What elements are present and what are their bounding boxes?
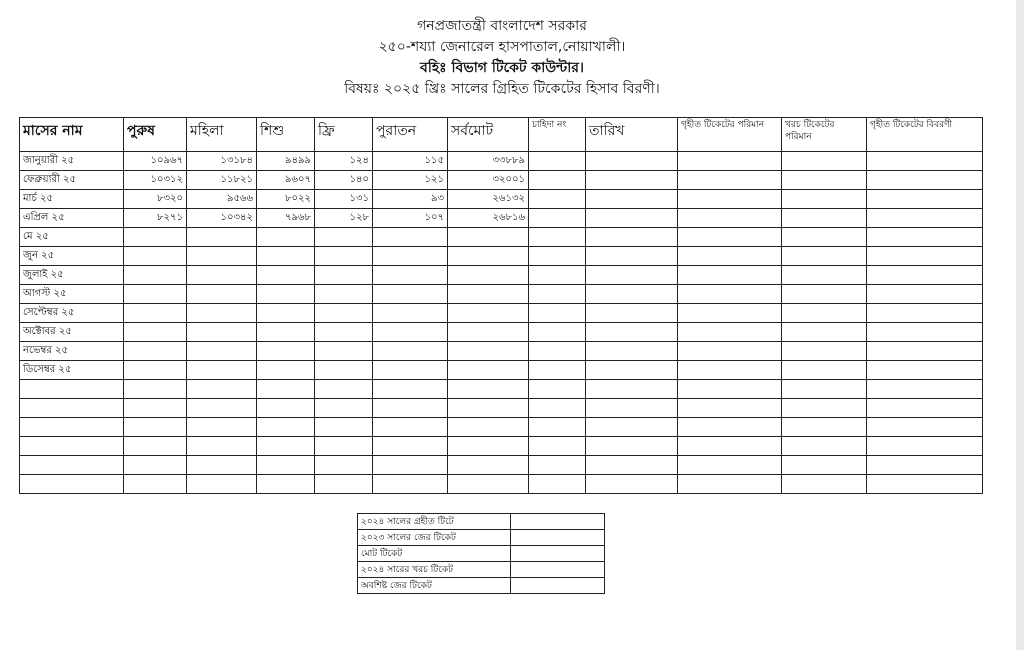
table-cell <box>782 190 867 209</box>
table-cell <box>124 399 187 418</box>
table-cell <box>586 304 678 323</box>
table-cell: ১০৭ <box>373 209 448 228</box>
table-cell <box>867 342 983 361</box>
ticket-report-table <box>19 117 983 494</box>
table-cell <box>586 228 678 247</box>
table-cell <box>373 323 448 342</box>
table-cell <box>782 209 867 228</box>
table-cell <box>187 285 257 304</box>
table-cell: ৮২৭১ <box>124 209 187 228</box>
table-cell <box>529 399 586 418</box>
table-row <box>20 190 983 209</box>
table-cell <box>586 361 678 380</box>
table-cell <box>529 152 586 171</box>
column-header: গৃহীত টিকেটের পরিমান <box>678 118 782 152</box>
document-header <box>0 16 1004 100</box>
table-cell <box>315 437 373 456</box>
table-row <box>20 152 983 171</box>
table-cell <box>257 399 315 418</box>
summary-label: ২০২৪ সারের খরচ টিকেট <box>358 562 511 578</box>
table-cell <box>257 437 315 456</box>
table-cell <box>373 266 448 285</box>
summary-row <box>358 578 605 594</box>
table-cell <box>529 304 586 323</box>
table-cell <box>124 247 187 266</box>
table-cell <box>867 399 983 418</box>
hospital-title: ২৫০-শয্যা জেনারেল হাসপাতাল,নোয়াখালী। <box>378 39 626 55</box>
table-cell <box>124 456 187 475</box>
month-cell <box>20 399 124 418</box>
table-cell <box>257 228 315 247</box>
summary-table <box>357 513 605 594</box>
table-row <box>20 342 983 361</box>
table-row <box>20 323 983 342</box>
table-cell <box>257 456 315 475</box>
table-cell <box>257 266 315 285</box>
table-cell <box>187 456 257 475</box>
column-header: চাহিদা নং <box>529 118 586 152</box>
table-cell <box>678 456 782 475</box>
table-cell <box>867 209 983 228</box>
column-header: তারিখ <box>586 118 678 152</box>
table-cell <box>448 266 529 285</box>
table-cell <box>867 304 983 323</box>
table-cell <box>529 209 586 228</box>
table-cell <box>257 380 315 399</box>
table-cell <box>529 171 586 190</box>
table-cell <box>529 247 586 266</box>
table-cell: ১২৮ <box>315 209 373 228</box>
table-cell <box>257 475 315 494</box>
month-cell: জানুয়ারী ২৫ <box>20 152 124 171</box>
table-cell <box>867 190 983 209</box>
table-cell <box>586 323 678 342</box>
table-cell: ২৬৮১৬ <box>448 209 529 228</box>
month-cell: এপ্রিল ২৫ <box>20 209 124 228</box>
table-cell <box>448 361 529 380</box>
table-cell <box>586 190 678 209</box>
summary-row <box>358 514 605 530</box>
table-cell <box>315 304 373 323</box>
month-cell: সেপ্টেম্বর ২৫ <box>20 304 124 323</box>
table-cell <box>529 475 586 494</box>
table-cell <box>782 418 867 437</box>
table-cell <box>782 323 867 342</box>
table-cell <box>315 361 373 380</box>
table-cell <box>124 304 187 323</box>
table-cell <box>187 304 257 323</box>
table-cell <box>448 456 529 475</box>
table-cell <box>448 380 529 399</box>
table-cell <box>678 380 782 399</box>
table-cell: ১৩১ <box>315 190 373 209</box>
table-row <box>20 456 983 475</box>
column-header: শিশু <box>257 118 315 152</box>
table-cell <box>678 285 782 304</box>
table-cell <box>315 475 373 494</box>
month-cell: জুন ২৫ <box>20 247 124 266</box>
table-cell <box>678 399 782 418</box>
table-cell <box>529 418 586 437</box>
table-header-row <box>20 118 983 152</box>
table-row <box>20 437 983 456</box>
table-cell: ১৪০ <box>315 171 373 190</box>
table-cell <box>586 418 678 437</box>
table-cell: ৭৯৬৮ <box>257 209 315 228</box>
table-cell <box>678 361 782 380</box>
table-cell <box>257 342 315 361</box>
table-cell <box>586 399 678 418</box>
column-header: পুরুষ <box>124 118 187 152</box>
table-cell <box>867 285 983 304</box>
table-cell <box>782 399 867 418</box>
table-cell <box>782 380 867 399</box>
table-cell: ১৩১৮৪ <box>187 152 257 171</box>
summary-row <box>358 546 605 562</box>
table-cell <box>678 475 782 494</box>
table-cell <box>257 285 315 304</box>
table-cell <box>782 152 867 171</box>
table-cell <box>124 342 187 361</box>
table-cell <box>782 456 867 475</box>
table-cell <box>373 228 448 247</box>
table-cell: ৩২০০১ <box>448 171 529 190</box>
table-cell <box>586 456 678 475</box>
column-header: পুরাতন <box>373 118 448 152</box>
table-cell <box>867 266 983 285</box>
month-cell: মে ২৫ <box>20 228 124 247</box>
table-cell <box>448 247 529 266</box>
table-cell <box>187 399 257 418</box>
table-cell <box>124 418 187 437</box>
table-cell <box>782 266 867 285</box>
summary-row <box>358 562 605 578</box>
table-cell <box>678 190 782 209</box>
table-cell <box>782 342 867 361</box>
month-cell: আগস্ট ২৫ <box>20 285 124 304</box>
table-cell <box>867 228 983 247</box>
summary-label: ২০২৩ সালের জের টিকেট <box>358 530 511 546</box>
table-cell <box>187 437 257 456</box>
table-cell <box>187 418 257 437</box>
table-cell <box>586 342 678 361</box>
month-cell: ডিসেম্বর ২৫ <box>20 361 124 380</box>
table-cell <box>124 361 187 380</box>
table-cell <box>257 418 315 437</box>
table-cell <box>124 285 187 304</box>
table-cell: ৮০২২ <box>257 190 315 209</box>
summary-value <box>511 530 605 546</box>
table-cell <box>373 475 448 494</box>
table-cell <box>678 171 782 190</box>
table-cell <box>867 475 983 494</box>
department-title: বহিঃ বিভাগ টিকেট কাউন্টার। <box>420 60 584 76</box>
table-cell <box>187 342 257 361</box>
month-cell <box>20 456 124 475</box>
table-row <box>20 380 983 399</box>
table-cell: ৩৩৮৮৯ <box>448 152 529 171</box>
table-cell <box>782 285 867 304</box>
scrollbar[interactable] <box>1016 0 1024 650</box>
column-header: গৃহীত টিকেটের বিবরণী <box>867 118 983 152</box>
table-cell <box>867 456 983 475</box>
table-cell <box>586 152 678 171</box>
subject-line: বিষয়ঃ ২০২৫ খ্রিঃ সালের গ্রিহিত টিকেটের হিসাব বিরণী। <box>344 81 660 97</box>
table-cell <box>187 247 257 266</box>
table-cell <box>529 380 586 399</box>
table-cell <box>678 152 782 171</box>
table-cell: ৯৪৯৯ <box>257 152 315 171</box>
table-cell <box>315 380 373 399</box>
table-cell <box>678 437 782 456</box>
table-cell: ১০৯৬৭ <box>124 152 187 171</box>
table-cell <box>678 304 782 323</box>
table-cell <box>586 437 678 456</box>
table-cell <box>315 285 373 304</box>
column-header: সর্বমোট <box>448 118 529 152</box>
table-cell: ১০৩১২ <box>124 171 187 190</box>
table-cell <box>187 361 257 380</box>
table-cell <box>187 266 257 285</box>
table-cell <box>124 266 187 285</box>
table-cell <box>373 437 448 456</box>
table-cell <box>124 437 187 456</box>
table-row <box>20 418 983 437</box>
table-cell <box>448 228 529 247</box>
table-cell <box>678 247 782 266</box>
table-cell <box>187 475 257 494</box>
month-cell: নভেম্বর ২৫ <box>20 342 124 361</box>
table-cell <box>315 418 373 437</box>
table-row <box>20 399 983 418</box>
table-cell: ৯৬০৭ <box>257 171 315 190</box>
table-cell <box>373 361 448 380</box>
table-cell <box>529 361 586 380</box>
table-cell <box>448 418 529 437</box>
table-cell <box>373 399 448 418</box>
table-cell <box>187 228 257 247</box>
table-row <box>20 228 983 247</box>
table-cell <box>867 361 983 380</box>
summary-label: মোট টিকেট <box>358 546 511 562</box>
table-cell <box>529 342 586 361</box>
table-cell <box>373 342 448 361</box>
table-cell <box>782 228 867 247</box>
table-cell <box>867 323 983 342</box>
table-cell <box>782 304 867 323</box>
summary-label: অবশিষ্ট জের টিকেট <box>358 578 511 594</box>
table-cell <box>529 266 586 285</box>
table-cell <box>867 152 983 171</box>
table-cell <box>124 475 187 494</box>
column-header: খরচ টিকেটের পরিমান <box>782 118 867 152</box>
table-cell <box>678 342 782 361</box>
table-cell <box>448 399 529 418</box>
table-cell <box>867 247 983 266</box>
table-cell <box>678 266 782 285</box>
table-cell: ১২১ <box>373 171 448 190</box>
month-cell <box>20 418 124 437</box>
month-cell: ফেব্রুয়ারী ২৫ <box>20 171 124 190</box>
table-cell <box>586 380 678 399</box>
summary-value <box>511 562 605 578</box>
table-cell <box>529 456 586 475</box>
table-cell <box>529 437 586 456</box>
table-cell: ১২৪ <box>315 152 373 171</box>
table-cell <box>678 418 782 437</box>
table-row <box>20 247 983 266</box>
summary-body <box>358 514 605 594</box>
table-cell <box>867 380 983 399</box>
table-cell <box>187 380 257 399</box>
table-row <box>20 266 983 285</box>
table-cell <box>586 209 678 228</box>
table-row <box>20 361 983 380</box>
summary-value <box>511 578 605 594</box>
table-row <box>20 304 983 323</box>
table-cell <box>867 437 983 456</box>
table-cell <box>448 304 529 323</box>
column-header: ফ্রি <box>315 118 373 152</box>
table-cell <box>257 361 315 380</box>
table-cell <box>529 228 586 247</box>
table-cell <box>257 304 315 323</box>
table-cell <box>315 342 373 361</box>
table-cell: ৮৩২০ <box>124 190 187 209</box>
table-cell <box>867 418 983 437</box>
column-header: মহিলা <box>187 118 257 152</box>
table-cell <box>448 342 529 361</box>
month-cell <box>20 380 124 399</box>
table-cell <box>586 475 678 494</box>
month-cell: অক্টোবর ২৫ <box>20 323 124 342</box>
table-row <box>20 285 983 304</box>
table-cell <box>187 323 257 342</box>
table-cell <box>448 323 529 342</box>
table-cell <box>448 437 529 456</box>
table-cell <box>529 285 586 304</box>
table-cell <box>315 266 373 285</box>
table-cell <box>678 228 782 247</box>
table-cell <box>586 266 678 285</box>
table-cell <box>586 171 678 190</box>
table-cell: ১০৩৪২ <box>187 209 257 228</box>
summary-label: ২০২৪ সালের গ্রহীত টিটে <box>358 514 511 530</box>
table-body <box>20 152 983 494</box>
table-cell <box>373 456 448 475</box>
table-cell <box>586 285 678 304</box>
month-cell <box>20 437 124 456</box>
table-cell <box>315 399 373 418</box>
table-cell <box>257 247 315 266</box>
table-cell <box>373 304 448 323</box>
table-cell <box>315 323 373 342</box>
table-cell <box>782 171 867 190</box>
table-cell <box>678 323 782 342</box>
table-cell <box>373 285 448 304</box>
table-cell <box>782 247 867 266</box>
table-cell <box>867 171 983 190</box>
table-cell <box>529 323 586 342</box>
month-cell <box>20 475 124 494</box>
table-cell <box>448 475 529 494</box>
table-cell: ১১৫ <box>373 152 448 171</box>
table-cell <box>124 380 187 399</box>
table-cell <box>315 247 373 266</box>
table-cell: ৯৫৬৬ <box>187 190 257 209</box>
table-cell <box>315 456 373 475</box>
table-cell <box>373 247 448 266</box>
table-row <box>20 171 983 190</box>
table-cell <box>529 190 586 209</box>
table-row <box>20 475 983 494</box>
table-cell <box>257 323 315 342</box>
table-cell <box>678 209 782 228</box>
table-cell <box>782 361 867 380</box>
table-cell <box>373 418 448 437</box>
table-cell <box>315 228 373 247</box>
table-cell: ৯৩ <box>373 190 448 209</box>
table-row <box>20 209 983 228</box>
month-cell: মার্চ ২৫ <box>20 190 124 209</box>
summary-value <box>511 514 605 530</box>
table-cell <box>448 285 529 304</box>
table-cell <box>586 247 678 266</box>
table-cell <box>124 323 187 342</box>
table-cell <box>124 228 187 247</box>
table-cell <box>373 380 448 399</box>
table-cell <box>782 437 867 456</box>
column-header: মাসের নাম <box>20 118 124 152</box>
summary-row <box>358 530 605 546</box>
month-cell: জুলাই ২৫ <box>20 266 124 285</box>
table-cell: ১১৮২১ <box>187 171 257 190</box>
summary-value <box>511 546 605 562</box>
table-cell <box>782 475 867 494</box>
table-cell: ২৬১৩২ <box>448 190 529 209</box>
govt-title: গনপ্রজাতন্ত্রী বাংলাদেশ সরকার <box>417 18 587 34</box>
